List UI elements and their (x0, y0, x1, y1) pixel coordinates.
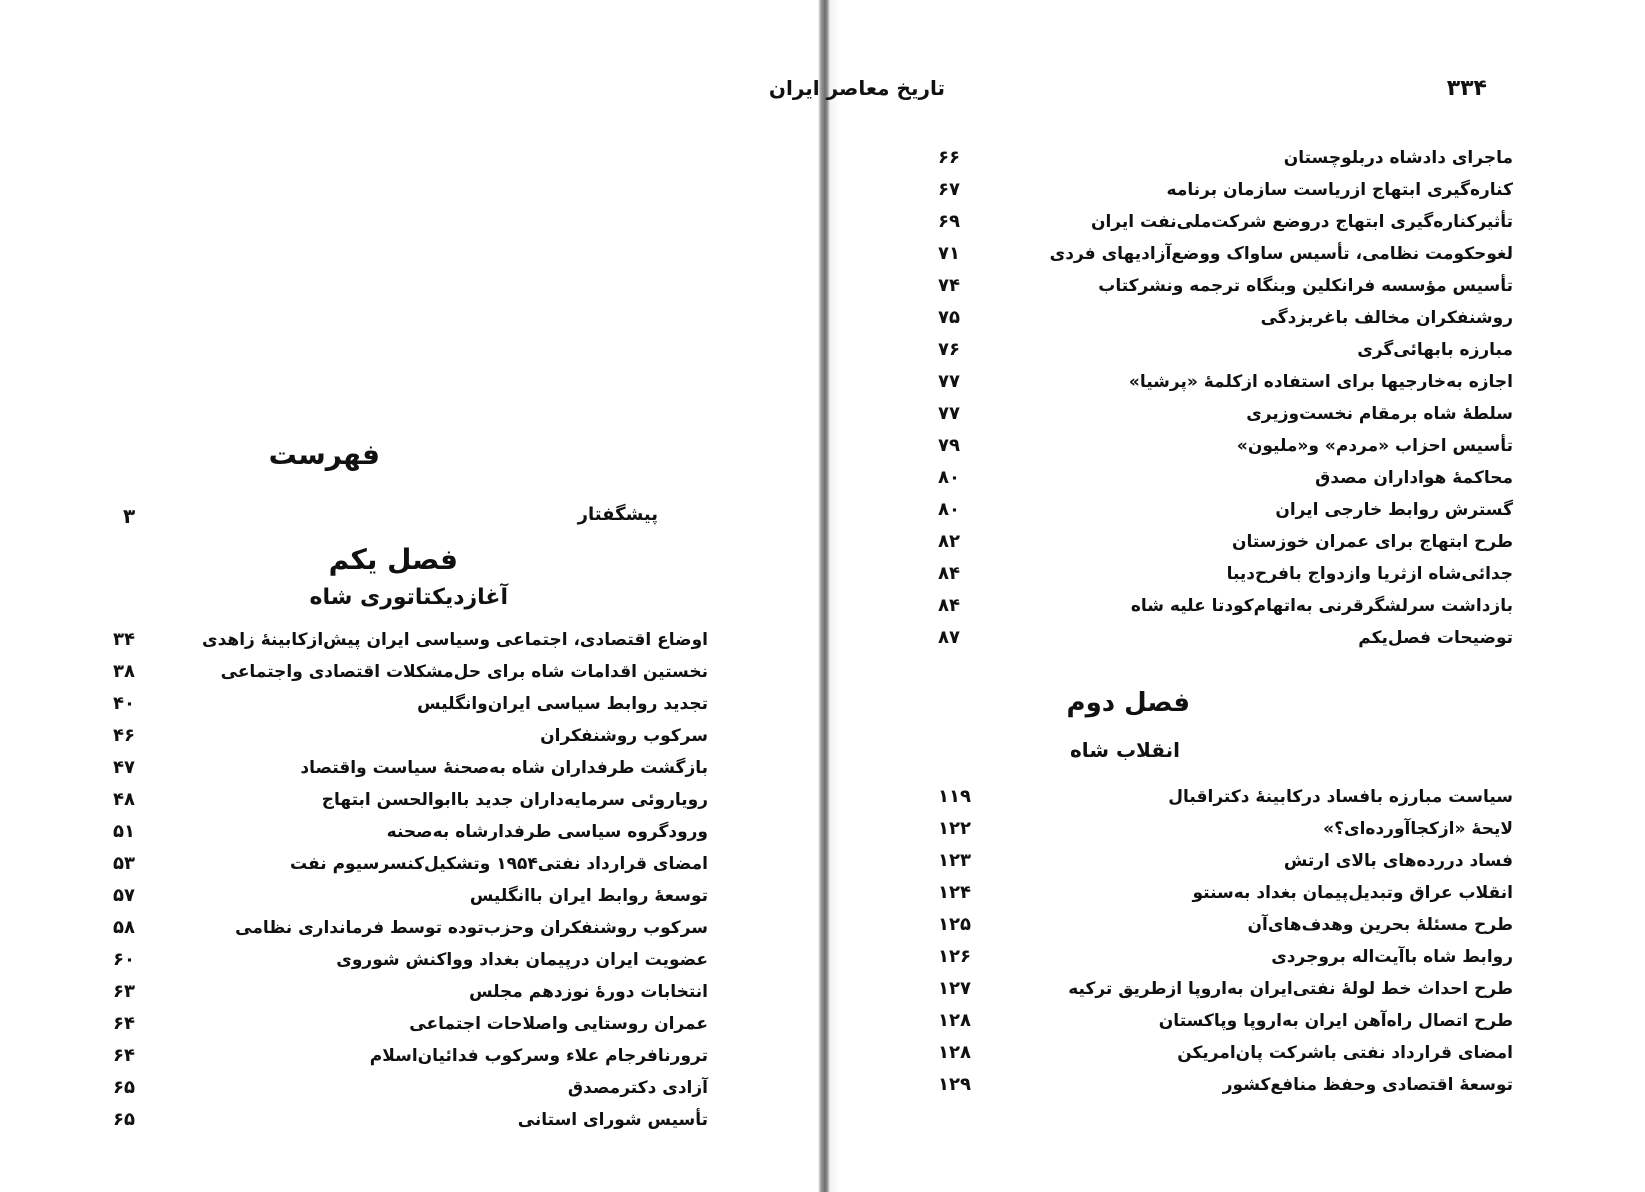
toc-entry-page-number: ۴۰ (113, 693, 135, 714)
toc-entry-title: جدائی‌شاه ازثریا وازدواج بافرح‌دیبا (1226, 564, 1513, 584)
toc-entry (938, 847, 1513, 875)
toc-entry-title: آزادی دکترمصدق (567, 1078, 708, 1098)
chapter-two-heading: فصل دوم (1066, 688, 1190, 718)
chapter-two-subtitle: انقلاب شاه (1070, 738, 1180, 762)
toc-entry-page-number: ۶۳ (113, 981, 135, 1002)
preface-label: پیشگفتار (577, 504, 658, 525)
toc-entry (113, 690, 708, 718)
toc-entry-page-number: ۷۷ (938, 403, 960, 424)
toc-entry-title: توسعهٔ اقتصادی وحفظ منافع‌کشور (1222, 1075, 1513, 1095)
toc-entry-page-number: ۸۲ (938, 531, 960, 552)
toc-entry-title: طرح مسئلهٔ بحرین وهدف‌های‌آن (1247, 915, 1513, 935)
toc-entry-title: انتخابات دورهٔ نوزدهم مجلس (469, 982, 708, 1002)
toc-entry-title: روابط شاه باآیت‌اله بروجردی (1271, 947, 1513, 967)
toc-entry (113, 658, 708, 686)
toc-entry (938, 240, 1513, 268)
toc-entry (938, 176, 1513, 204)
toc-entry-page-number: ۶۴ (113, 1013, 135, 1034)
book-spine (818, 0, 840, 1192)
toc-entry-title: لایحهٔ «ازکجاآورده‌ای؟» (1323, 819, 1513, 839)
toc-entry (113, 818, 708, 846)
right-page (768, 0, 1645, 1192)
toc-entry-title: تأسیس شورای استانی (517, 1110, 708, 1130)
toc-entry (938, 624, 1513, 652)
toc-entry-title: روشنفکران مخالف باغربزدگی (1260, 308, 1513, 328)
toc-entry-page-number: ۸۰ (938, 467, 960, 488)
toc-entry (938, 1039, 1513, 1067)
toc-entry-title: بازگشت طرفداران شاه به‌صحنهٔ سیاست واقتصاد (300, 758, 708, 778)
toc-entry-title: ماجرای دادشاه دربلوچستان (1283, 148, 1513, 168)
toc-entry-title: مبارزه بابهائی‌گری (1357, 340, 1513, 360)
toc-entry-title: سیاست مبارزه بافساد درکابینهٔ دکتراقبال (1168, 787, 1513, 807)
toc-entry-title: توسعهٔ روابط ایران باانگلیس (469, 886, 708, 906)
toc-entry-page-number: ۵۷ (113, 885, 135, 906)
toc-entry-page-number: ۶۵ (113, 1077, 135, 1098)
toc-entry-page-number: ۵۸ (113, 917, 135, 938)
toc-entry-title: عمران روستایی واصلاحات اجتماعی (409, 1014, 708, 1034)
toc-entry (938, 496, 1513, 524)
toc-entry-page-number: ۶۷ (938, 179, 960, 200)
toc-entry-title: رویاروئی سرمایه‌داران جدید باابوالحسن ابتهاج (321, 790, 708, 810)
toc-entry-page-number: ۷۷ (938, 371, 960, 392)
toc-entry-page-number: ۶۵ (113, 1109, 135, 1130)
chapter-one-heading: فصل یکم (328, 543, 458, 576)
toc-entry (113, 754, 708, 782)
toc-entry-title: اجازه به‌خارجیها برای استفاده ازکلمهٔ «پرشیا» (1128, 372, 1513, 392)
toc-entry (938, 272, 1513, 300)
toc-entry-page-number: ۳۸ (113, 661, 135, 682)
toc-entry (113, 626, 708, 654)
toc-entry (938, 368, 1513, 396)
toc-entry (113, 914, 708, 942)
toc-entry (113, 978, 708, 1006)
toc-entry-title: لغوحکومت نظامی، تأسیس ساواک ووضع‌آزادیهای فردی (1049, 244, 1513, 264)
toc-entry-page-number: ۵۱ (113, 821, 135, 842)
toc-entry (938, 400, 1513, 428)
toc-entry-page-number: ۶۰ (113, 949, 135, 970)
toc-entry (938, 144, 1513, 172)
toc-entry-title: انقلاب عراق وتبدیل‌پیمان بغداد به‌سنتو (1192, 883, 1513, 903)
toc-entry-title: فساد دررده‌های بالای ارتش (1283, 851, 1513, 871)
toc-entry (938, 304, 1513, 332)
toc-entry-title: ورودگروه سیاسی طرفدارشاه به‌صحنه (386, 822, 708, 842)
toc-entry-title: توضیحات فصل‌یکم (1358, 628, 1513, 648)
toc-entry-title: طرح ابتهاج برای عمران خوزستان (1231, 532, 1513, 552)
toc-entry-page-number: ۱۲۵ (938, 914, 971, 935)
running-head-title: تاریخ معاصر ایران (768, 76, 945, 100)
toc-entry-title: سلطهٔ شاه برمقام نخست‌وزیری (1246, 404, 1513, 424)
toc-entry-title: امضای قرارداد نفتی۱۹۵۴ وتشکیل‌کنسرسیوم نفت (290, 854, 708, 874)
toc-entry-title: تأسیس احزاب «مردم» و«ملیون» (1236, 436, 1513, 456)
toc-entry-page-number: ۱۲۷ (938, 978, 971, 999)
toc-entry-page-number: ۴۸ (113, 789, 135, 810)
toc-entry-page-number: ۶۹ (938, 211, 960, 232)
toc-entry (938, 1071, 1513, 1099)
toc-entry-page-number: ۱۲۳ (938, 850, 971, 871)
toc-entry-page-number: ۱۲۸ (938, 1042, 971, 1063)
toc-entry-page-number: ۶۶ (938, 147, 960, 168)
toc-entry-page-number: ۴۷ (113, 757, 135, 778)
toc-entry (938, 336, 1513, 364)
toc-entry (113, 1106, 708, 1134)
toc-entry-title: کناره‌گیری ابتهاج ازریاست سازمان برنامه (1166, 180, 1513, 200)
preface-page-number: ۳ (123, 504, 136, 528)
toc-entry (113, 850, 708, 878)
toc-entry (113, 1042, 708, 1070)
toc-entry-page-number: ۸۰ (938, 499, 960, 520)
toc-entry-title: تجدید روابط سیاسی ایران‌وانگلیس (417, 694, 708, 714)
toc-entry (938, 528, 1513, 556)
toc-entry (938, 560, 1513, 588)
toc-entry-page-number: ۸۴ (938, 563, 960, 584)
chapter-one-subtitle: آغازدیکتاتوری شاه (309, 585, 508, 610)
toc-entry (938, 1007, 1513, 1035)
toc-entry-page-number: ۷۵ (938, 307, 960, 328)
toc-entry-title: ترورنافرجام علاء وسرکوب فدائیان‌اسلام (369, 1046, 708, 1066)
toc-entry (113, 1010, 708, 1038)
toc-entry (938, 879, 1513, 907)
toc-entry-page-number: ۱۲۸ (938, 1010, 971, 1031)
toc-entry (113, 882, 708, 910)
toc-entry-title: اوضاع اقتصادی، اجتماعی وسیاسی ایران پیش‌ازکابینهٔ زاهدی (202, 630, 708, 650)
toc-entry-title: سرکوب روشنفکران وحزب‌توده توسط فرمانداری نظامی (235, 918, 708, 938)
toc-entry (113, 1074, 708, 1102)
toc-title: فهرست (268, 438, 380, 471)
toc-entry-page-number: ۱۲۴ (938, 882, 971, 903)
toc-entry-title: بازداشت سرلشگرقرنی به‌اتهام‌کودتا علیه شاه (1130, 596, 1513, 616)
toc-entry-page-number: ۸۷ (938, 627, 960, 648)
toc-entry (113, 786, 708, 814)
toc-entry (938, 975, 1513, 1003)
toc-entry-title: امضای قرارداد نفتی باشرکت پان‌امریکن (1177, 1043, 1513, 1063)
toc-entry-page-number: ۱۲۶ (938, 946, 971, 967)
toc-entry (113, 722, 708, 750)
toc-entry-title: تأثیرکناره‌گیری ابتهاج دروضع شرکت‌ملی‌نفت ایران (1090, 212, 1513, 232)
toc-entry-page-number: ۱۱۹ (938, 786, 971, 807)
toc-entry (938, 432, 1513, 460)
toc-entry (938, 943, 1513, 971)
left-page (0, 0, 818, 1192)
toc-entry-title: طرح اتصال راه‌آهن ایران به‌اروپا وپاکستان (1158, 1011, 1513, 1031)
toc-entry-page-number: ۱۲۲ (938, 818, 971, 839)
toc-entry-page-number: ۶۴ (113, 1045, 135, 1066)
toc-entry-page-number: ۷۹ (938, 435, 960, 456)
toc-entry-title: گسترش روابط خارجی ایران (1275, 500, 1513, 520)
toc-entry (938, 911, 1513, 939)
toc-entry-page-number: ۸۴ (938, 595, 960, 616)
toc-entry-page-number: ۷۴ (938, 275, 960, 296)
running-head-page-number: ۳۳۴ (1446, 76, 1487, 101)
toc-entry-page-number: ۴۶ (113, 725, 135, 746)
toc-entry-title: محاکمهٔ هواداران مصدق (1315, 468, 1513, 488)
toc-entry (113, 946, 708, 974)
toc-entry-title: عضویت ایران درپیمان بغداد وواکنش شوروی (336, 950, 708, 970)
toc-entry (938, 208, 1513, 236)
toc-entry (938, 592, 1513, 620)
toc-entry-page-number: ۵۳ (113, 853, 135, 874)
toc-entry-page-number: ۷۱ (938, 243, 960, 264)
toc-entry-title: سرکوب روشنفکران (540, 726, 708, 746)
toc-entry (938, 815, 1513, 843)
toc-entry (938, 464, 1513, 492)
toc-entry (938, 783, 1513, 811)
toc-entry-page-number: ۱۲۹ (938, 1074, 971, 1095)
toc-entry-title: تأسیس مؤسسه فرانکلین وبنگاه ترجمه ونشرکتاب (1098, 276, 1513, 296)
toc-entry-page-number: ۷۶ (938, 339, 960, 360)
toc-entry-title: نخستین اقدامات شاه برای حل‌مشکلات اقتصادی واجتماعی (220, 662, 708, 682)
toc-entry-title: طرح احداث خط لولهٔ نفتی‌ایران به‌اروپا ازطریق ترکیه (1068, 979, 1513, 999)
toc-entry-page-number: ۳۴ (113, 629, 135, 650)
